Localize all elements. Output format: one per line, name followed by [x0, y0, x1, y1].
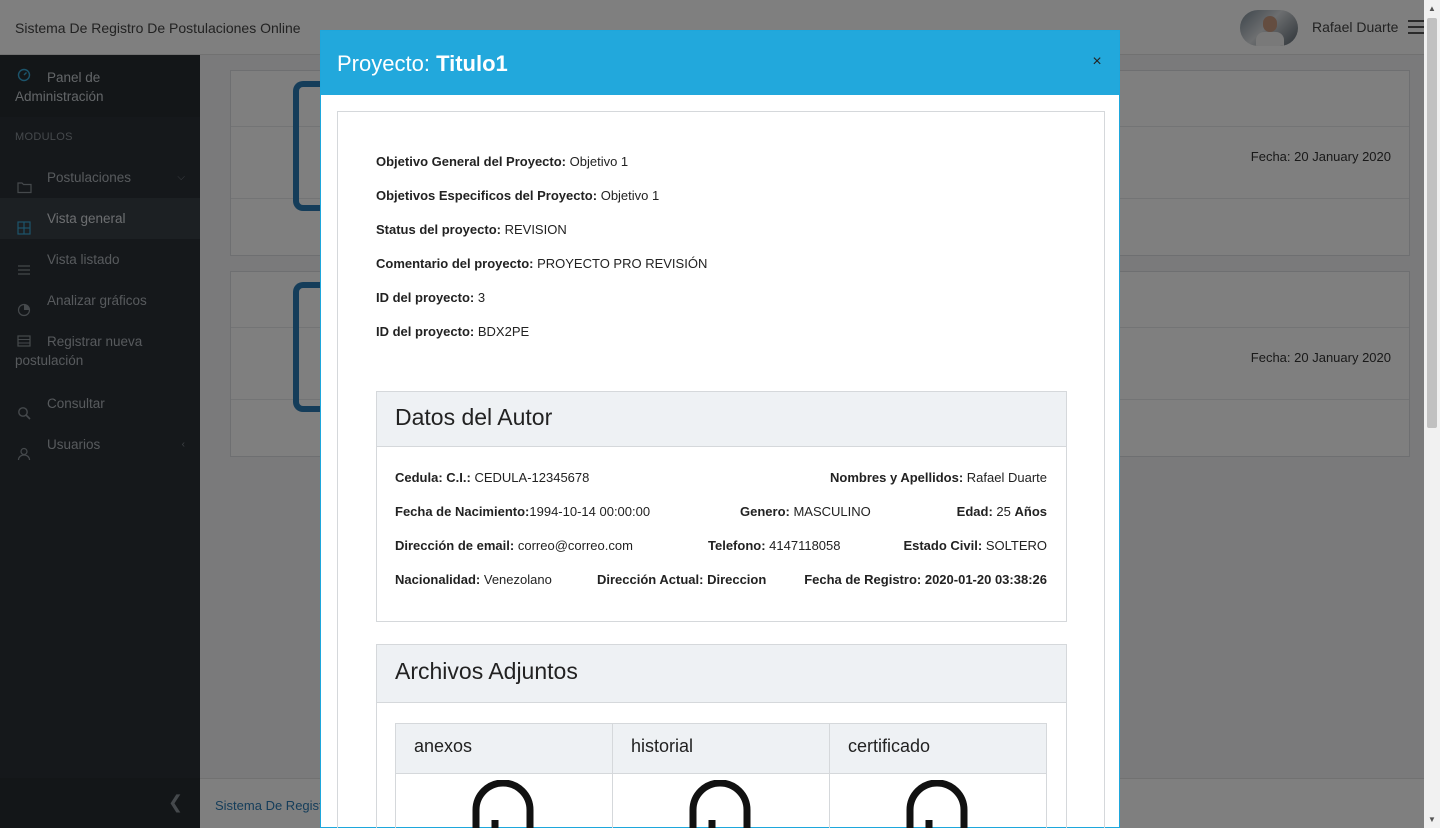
scroll-up-arrow-icon[interactable]: ▲	[1428, 4, 1436, 13]
modal-header	[321, 31, 1119, 95]
scrollbar-thumb[interactable]	[1427, 18, 1437, 428]
scroll-down-arrow-icon[interactable]: ▼	[1428, 815, 1436, 824]
paperclip-icon	[468, 780, 538, 828]
author-row: Fecha de Nacimiento:1994-10-14 00:00:00 Genero: MASCULINO Edad: 25 Años	[395, 504, 1047, 519]
author-panel	[376, 391, 1067, 622]
paperclip-icon	[685, 780, 755, 828]
scrollbar[interactable]	[1424, 0, 1440, 828]
author-row: Dirección de email: correo@correo.com Telefono: 4147118058 Estado Civil: SOLTERO	[395, 538, 1047, 553]
attachment-anexos[interactable]	[395, 723, 613, 828]
info-comentario: Comentario del proyecto: PROYECTO PRO REVISIÓN	[376, 256, 708, 271]
attachment-historial[interactable]	[612, 723, 830, 828]
attachments-grid	[395, 723, 1047, 828]
attachment-label: anexos	[414, 736, 473, 756]
panel-header	[377, 645, 1066, 703]
panel-title: Archivos Adjuntos	[395, 658, 578, 684]
panel-header	[377, 392, 1066, 447]
paperclip-icon	[902, 780, 972, 828]
project-modal	[320, 30, 1120, 828]
attachment-label: historial	[631, 736, 694, 756]
info-objetivos-especificos: Objetivos Especificos del Proyecto: Objetivo 1	[376, 188, 660, 203]
attachment-certificado[interactable]	[829, 723, 1047, 828]
modal-title-prefix: Proyecto:	[337, 51, 430, 76]
close-icon[interactable]: ×	[1092, 53, 1102, 70]
info-objetivo-general: Objetivo General del Proyecto: Objetivo 1	[376, 154, 629, 169]
info-id: ID del proyecto: 3	[376, 290, 486, 305]
panel-title: Datos del Autor	[395, 404, 553, 430]
attachment-label: certificado	[848, 736, 931, 756]
author-row: Cedula: C.I.: CEDULA-12345678 Nombres y Apellidos: Rafael Duarte	[395, 470, 1047, 485]
modal-body	[337, 111, 1105, 828]
author-row: Nacionalidad: Venezolano Dirección Actual: Direccion Fecha de Registro: 2020-01-20 03:38:26	[395, 572, 1047, 587]
modal-title	[337, 51, 508, 77]
attachments-panel	[376, 644, 1067, 828]
info-codigo: ID del proyecto: BDX2PE	[376, 324, 530, 339]
info-status: Status del proyecto: REVISION	[376, 222, 567, 237]
modal-title-value: Titulo1	[436, 51, 508, 76]
